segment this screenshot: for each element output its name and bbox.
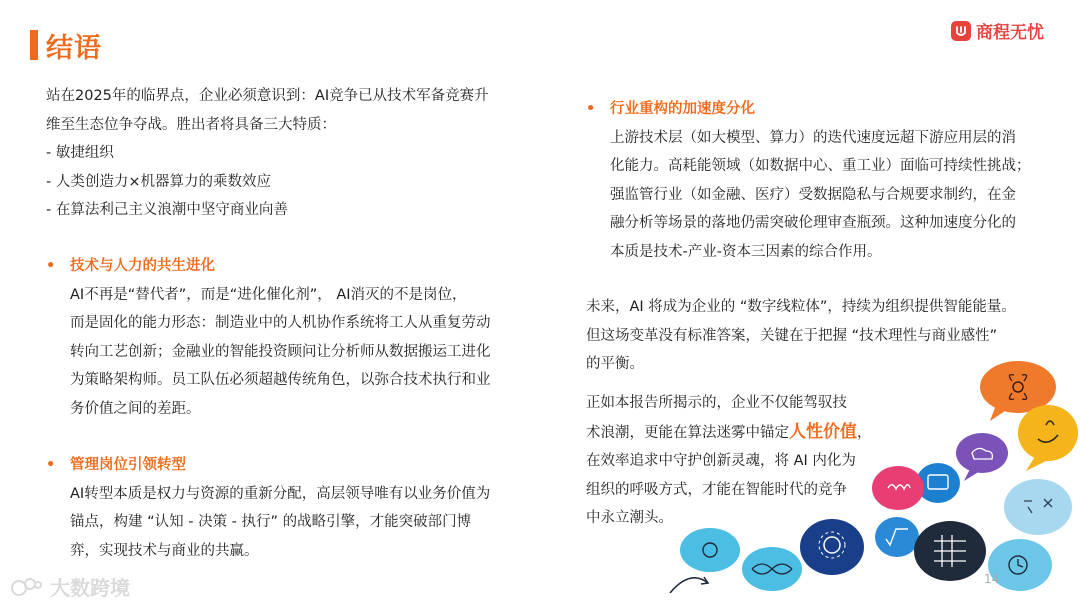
idea-bubble-icon <box>1018 405 1078 471</box>
section-heading-text: 技术与人力的共生进化 <box>70 258 215 274</box>
speech-bubbles-illustration <box>660 355 1080 608</box>
page-number: 14 <box>984 572 1000 586</box>
section-heading <box>46 451 556 480</box>
bullet-icon: • <box>46 457 56 473</box>
body-line: 但这场变革没有标准答案，关键在于把握 “技术理性与商业感性” <box>586 327 998 344</box>
grid-bubble-icon <box>914 521 986 581</box>
body-text: ， <box>857 424 872 441</box>
body-line: 正如本报告所揭示的，企业不仅能驾驭技 <box>586 395 847 411</box>
intro-block <box>46 82 551 225</box>
bullet-icon: • <box>586 101 596 117</box>
section-management-transformation <box>46 451 556 565</box>
gear-bubble-icon <box>800 519 864 575</box>
body-line: AI不再是“替代者”，而是“进化催化剂”， AI消灭的不是岗位， <box>70 286 467 303</box>
body-line: 的平衡。 <box>586 356 644 372</box>
body-line: 在效率追求中守护创新灵魂，将 AI 内化为 <box>586 453 856 469</box>
body-line: 融分析等场景的落地仍需突破伦理审查瓶颈。这种加速度分化的 <box>610 215 1016 231</box>
body-line: 务价值之间的差距。 <box>70 400 201 417</box>
trait-item: - 在算法利己主义浪潮中坚守商业向善 <box>46 202 288 218</box>
section-body <box>46 480 556 566</box>
brand-logo-group <box>951 18 1044 43</box>
title-accent-bar <box>30 30 38 60</box>
body-line: 中永立潮头。 <box>586 510 673 526</box>
brand-name: 商程无忧 <box>976 23 1044 43</box>
intro-line: 站在2025年的临界点，企业必须意识到：AI竞争已从技术军备竞赛升 <box>46 88 489 104</box>
section-heading <box>46 252 556 281</box>
swoosh-arrow-icon <box>670 577 708 593</box>
trait-item: - 敏捷组织 <box>46 145 114 161</box>
formula-bubble-icon <box>1004 479 1072 535</box>
body-line: 强监管行业（如金融、医疗）受数据隐私与合规要求制约，在金 <box>610 186 1016 203</box>
watermark-icon <box>10 576 44 598</box>
body-line: 上游技术层（如大模型、算力）的迭代速度远超下游应用层的消 <box>610 129 1016 146</box>
section-heading-text: 行业重构的加速度分化 <box>610 101 755 117</box>
cloud-bubble-icon <box>956 433 1008 481</box>
section-heading <box>586 95 1066 124</box>
body-line: AI转型本质是权力与资源的重新分配，高层领导唯有以业务价值为 <box>70 485 491 502</box>
footer-watermark-text: 大数跨境 <box>50 576 130 600</box>
page-title: 结语 <box>46 33 102 64</box>
body-line: 为策略架构师。员工队伍必须超越传统角色，以弥合技术执行和业 <box>70 372 491 388</box>
dna-bubble-icon <box>742 547 802 591</box>
pink-bubble-icon <box>872 466 924 510</box>
body-line: 化能力。高耗能领域（如数据中心、重工业）面临可持续性挑战； <box>610 158 1031 174</box>
body-line: 弈，实现技术与商业的共赢。 <box>70 542 259 559</box>
sqrt-bubble-icon <box>875 517 919 557</box>
section-body <box>46 281 556 424</box>
body-line: 组织的呼吸方式，才能在智能时代的竞争 <box>586 481 847 498</box>
body-line: 本质是技术-产业-资本三因素的综合作用。 <box>610 243 882 260</box>
trait-item: - 人类创造力×机器算力的乘数效应 <box>46 173 271 190</box>
section-heading-text: 管理岗位引领转型 <box>70 457 186 473</box>
highlight-human-value: 人性价值 <box>789 421 857 442</box>
body-line: 锚点，构建 “认知 - 决策 - 执行” 的战略引擎，才能突破部门博 <box>70 514 472 530</box>
intro-line: 维至生态位争夺战。胜出者将具备三大特质： <box>46 116 336 133</box>
section-body <box>586 124 1066 267</box>
body-line: 转向工艺创新；金融业的智能投资顾问让分析师从数据搬运工进化 <box>70 343 491 360</box>
brand-logo-icon <box>951 21 971 41</box>
section-industry-differentiation <box>586 95 1066 266</box>
body-line: 而是固化的能力形态：制造业中的人机协作系统将工人从重复劳动 <box>70 315 491 331</box>
body-text: 术浪潮，更能在算法迷雾中锚定 <box>586 424 789 441</box>
section-symbiotic-evolution <box>46 252 556 423</box>
body-line: 未来，AI 将成为企业的 “数字线粒体”，持续为组织提供智能能量。 <box>586 299 1016 315</box>
footer-watermark-logo <box>10 572 130 601</box>
sun-bubble-icon <box>680 528 740 572</box>
bullet-icon: • <box>46 258 56 274</box>
